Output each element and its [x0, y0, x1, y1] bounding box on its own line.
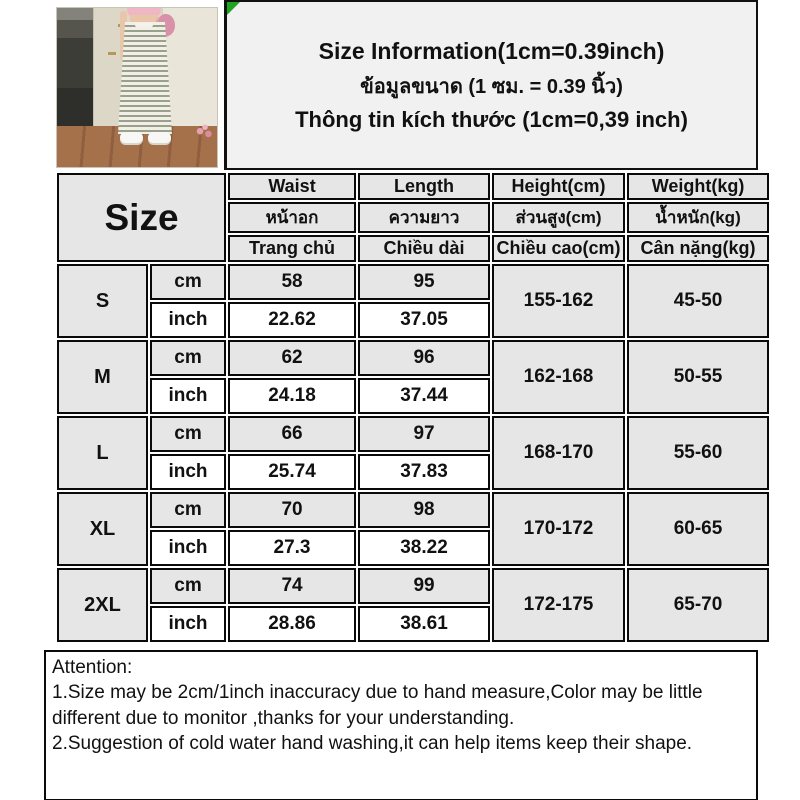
size-row-xl-cm [57, 492, 769, 528]
length-inch-cell: 38.61 [358, 606, 490, 642]
waist-inch-cell: 28.86 [228, 606, 356, 642]
length-cm-cell: 96 [358, 340, 490, 376]
waist-inch-cell: 25.74 [228, 454, 356, 490]
height-cell: 162-168 [492, 340, 625, 414]
size-label-cell: M [57, 340, 148, 414]
waist-cm-cell: 66 [228, 416, 356, 452]
header-height-en: Height(cm) [492, 173, 625, 200]
waist-cm-cell: 58 [228, 264, 356, 300]
size-label-cell: S [57, 264, 148, 338]
waist-inch-cell: 24.18 [228, 378, 356, 414]
size-row-2xl-cm [57, 568, 769, 604]
size-label-cell: 2XL [57, 568, 148, 642]
length-cm-cell: 99 [358, 568, 490, 604]
product-image [56, 7, 218, 168]
unit-inch-cell: inch [150, 530, 226, 566]
weight-cell: 60-65 [627, 492, 769, 566]
photo-stove-shape [57, 8, 93, 126]
header-height-vi: Chiều cao(cm) [492, 235, 625, 262]
header-weight-en: Weight(kg) [627, 173, 769, 200]
size-row-s-cm [57, 264, 769, 300]
unit-inch-cell: inch [150, 302, 226, 338]
waist-cm-cell: 70 [228, 492, 356, 528]
unit-cm-cell: cm [150, 264, 226, 300]
photo-flowers-shape [194, 124, 214, 140]
top-section [44, 0, 758, 170]
photo-left-shoe-shape [120, 132, 143, 143]
size-row-m-cm [57, 340, 769, 376]
size-label-cell: L [57, 416, 148, 490]
title-english: Size Information(1cm=0.39inch) [318, 37, 665, 64]
size-header-cell: Size [57, 173, 226, 262]
length-cm-cell: 95 [358, 264, 490, 300]
unit-cm-cell: cm [150, 416, 226, 452]
green-corner-icon [227, 2, 240, 15]
attention-heading: Attention: [52, 657, 133, 678]
weight-cell: 45-50 [627, 264, 769, 338]
unit-cm-cell: cm [150, 492, 226, 528]
length-inch-cell: 37.83 [358, 454, 490, 490]
weight-cell: 50-55 [627, 340, 769, 414]
size-chart-sheet [44, 0, 758, 798]
title-box [224, 0, 758, 170]
title-vietnamese: Thông tin kích thước (1cm=0,39 inch) [295, 106, 688, 132]
length-inch-cell: 37.44 [358, 378, 490, 414]
unit-cm-cell: cm [150, 340, 226, 376]
header-length-vi: Chiều dài [358, 235, 490, 262]
length-cm-cell: 98 [358, 492, 490, 528]
header-waist-vi: Trang chủ [228, 235, 356, 262]
weight-cell: 55-60 [627, 416, 769, 490]
title-thai: ข้อมูลขนาด (1 ซม. = 0.39 นิ้ว) [360, 75, 623, 98]
length-inch-cell: 37.05 [358, 302, 490, 338]
attention-note-2: 2.Suggestion of cold water hand washing,it can help items keep their shape. [52, 732, 693, 754]
photo-drawstring-shape [135, 23, 153, 27]
length-cm-cell: 97 [358, 416, 490, 452]
height-cell: 170-172 [492, 492, 625, 566]
waist-inch-cell: 27.3 [228, 530, 356, 566]
waist-inch-cell: 22.62 [228, 302, 356, 338]
header-weight-th: น้ำหนัก(kg) [627, 202, 769, 233]
unit-inch-cell: inch [150, 606, 226, 642]
header-waist-th: หน้าอก [228, 202, 356, 233]
header-length-en: Length [358, 173, 490, 200]
header-length-th: ความยาว [358, 202, 490, 233]
unit-inch-cell: inch [150, 378, 226, 414]
size-table [55, 171, 771, 644]
photo-right-shoe-shape [148, 132, 171, 143]
photo-striped-pants-shape [118, 22, 172, 134]
unit-cm-cell: cm [150, 568, 226, 604]
waist-cm-cell: 62 [228, 340, 356, 376]
header-height-th: ส่วนสูง(cm) [492, 202, 625, 233]
unit-inch-cell: inch [150, 454, 226, 490]
header-waist-en: Waist [228, 173, 356, 200]
height-cell: 172-175 [492, 568, 625, 642]
product-photo-area [44, 0, 224, 170]
height-cell: 155-162 [492, 264, 625, 338]
attention-box [44, 650, 758, 800]
size-label-cell: XL [57, 492, 148, 566]
height-cell: 168-170 [492, 416, 625, 490]
header-row-english [57, 173, 769, 200]
header-weight-vi: Cân nặng(kg) [627, 235, 769, 262]
weight-cell: 65-70 [627, 568, 769, 642]
size-row-l-cm [57, 416, 769, 452]
attention-note-1: 1.Size may be 2cm/1inch inaccuracy due to hand measure,Color may be little different due to monitor ,thanks for your understanding. [52, 682, 703, 729]
waist-cm-cell: 74 [228, 568, 356, 604]
length-inch-cell: 38.22 [358, 530, 490, 566]
